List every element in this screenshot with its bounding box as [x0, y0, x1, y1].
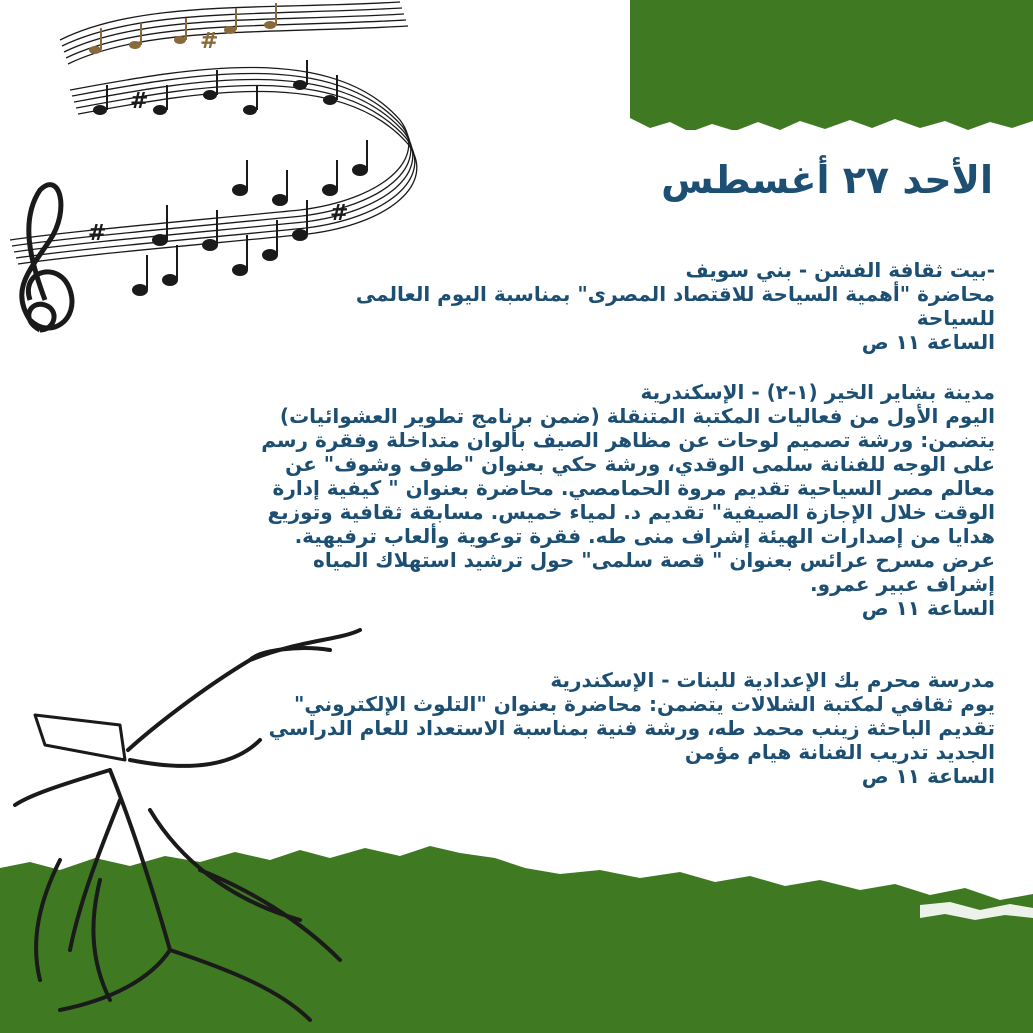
event-line: للسياحة [916, 306, 995, 330]
event-line: الجديد تدريب الفنانة هيام مؤمن [684, 740, 995, 764]
event-line: مدينة بشاير الخير (١-٢) - الإسكندرية [640, 380, 995, 404]
event-time: الساعة ١١ ص [861, 596, 995, 620]
event-time: الساعة ١١ ص [861, 330, 995, 354]
events-list [195, 258, 995, 788]
svg-text:#: # [88, 221, 107, 246]
event-item [195, 668, 995, 788]
event-line: تقديم الباحثة زينب محمد طه، ورشة فنية بمناسبة الاستعداد للعام الدراسي [268, 716, 995, 740]
event-line: الوقت خلال الإجازة الصيفية" تقديم د. لمياء خميس. مسابقة ثقافية وتوزيع [267, 500, 995, 524]
page-title: الأحد ٢٧ أغسطس [661, 158, 993, 202]
svg-text:#: # [330, 201, 349, 226]
event-line: محاضرة "أهمية السياحة للاقتصاد المصرى" بمناسبة اليوم العالمى [355, 282, 995, 306]
green-banner-top [630, 0, 1033, 130]
svg-text:#: # [200, 29, 219, 54]
event-item [195, 258, 995, 354]
event-line: هدايا من إصدارات الهيئة إشراف منى طه. فقرة توعوية وألعاب ترفيهية. [294, 524, 995, 548]
event-line: على الوجه للفنانة سلمى الوقدي، ورشة حكي بعنوان "طوف وشوف" عن [285, 452, 995, 476]
event-line: عرض مسرح عرائس بعنوان " قصة سلمى" حول ترشيد استهلاك المياه [313, 548, 995, 572]
event-line: يوم ثقافي لمكتبة الشلالات يتضمن: محاضرة بعنوان "التلوث الإلكتروني" [294, 692, 995, 716]
event-line: -بيت ثقافة الفشن - بني سويف [685, 258, 995, 282]
event-line: مدرسة محرم بك الإعدادية للبنات - الإسكندرية [550, 668, 995, 692]
event-line: معالم مصر السياحية تقديم مروة الحمامصي. محاضرة بعنوان " كيفية إدارة [272, 476, 995, 500]
event-item [195, 380, 995, 620]
event-line: اليوم الأول من فعاليات المكتبة المتنقلة (ضمن برنامج تطوير العشوائيات) [279, 404, 995, 428]
event-line: يتضمن: ورشة تصميم لوحات عن مظاهر الصيف بألوان متداخلة وفقرة رسم [261, 428, 995, 452]
event-line: إشراف عبير عمرو. [810, 572, 995, 596]
event-time: الساعة ١١ ص [861, 764, 995, 788]
svg-text:#: # [130, 89, 149, 114]
